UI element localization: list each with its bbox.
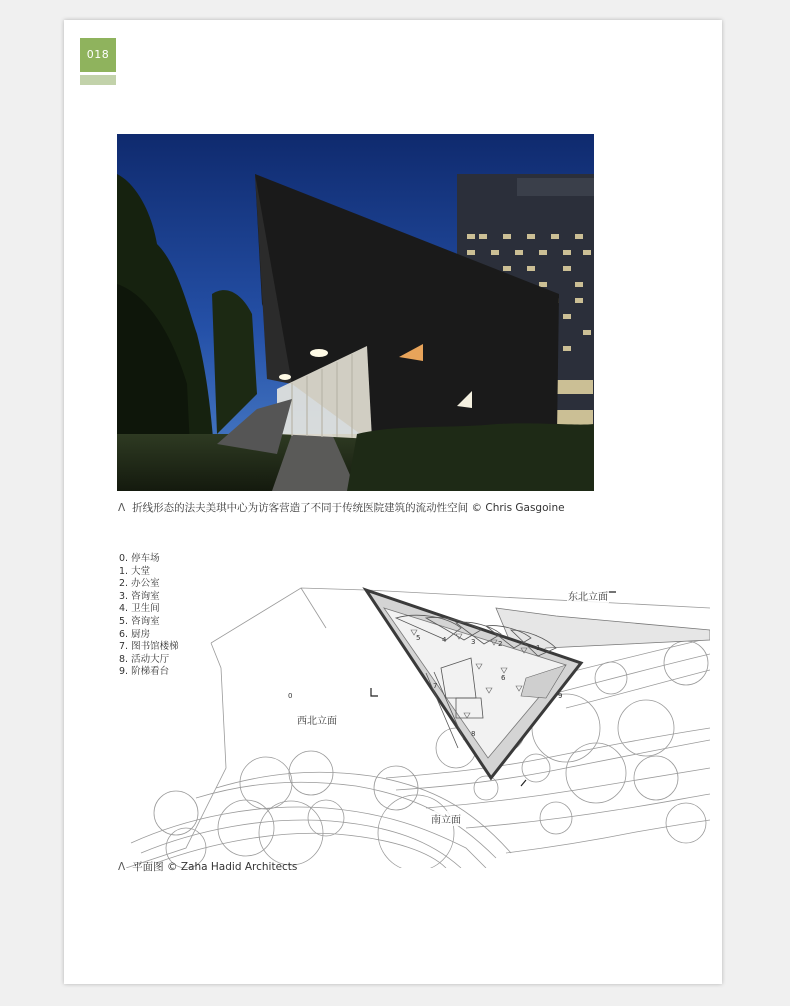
northwest-elevation-label: 西北立面	[296, 712, 338, 727]
plan-number: 5	[416, 634, 421, 642]
plan-number: 9	[558, 692, 563, 700]
page-tab-accent-bar	[80, 75, 116, 85]
caption-marker: Λ	[118, 502, 126, 514]
legend-item: 3. 咨询室	[119, 590, 160, 602]
legend-item: 0. 停车场	[119, 553, 160, 564]
legend-item: 6. 厨房	[119, 628, 151, 640]
plan-number: 8	[471, 730, 476, 738]
building-photo	[117, 134, 594, 491]
plan-number: 3	[471, 638, 476, 646]
legend-item: 4. 卫生间	[119, 603, 160, 615]
document-page	[64, 20, 722, 984]
plan-number: 7	[433, 682, 438, 690]
legend-item: 9. 阶梯看台	[119, 666, 170, 678]
plan-number: 4	[442, 636, 447, 644]
northeast-elevation-label: 东北立面	[567, 588, 609, 603]
legend-item: 2. 办公室	[119, 578, 160, 590]
page-number-tab	[80, 38, 116, 72]
photo-caption	[118, 500, 565, 515]
legend-item: 5. 咨询室	[119, 615, 160, 627]
caption-marker: Λ	[118, 861, 126, 873]
legend-item: 1. 大堂	[119, 565, 151, 577]
plan-caption	[118, 859, 297, 874]
legend-item: 7. 图书馆楼梯	[119, 641, 179, 653]
plan-number: 0	[288, 692, 293, 700]
plan-number: 1	[536, 644, 541, 652]
floor-plan	[126, 568, 710, 868]
plan-caption-text: 平面图 © Zaha Hadid Architects	[132, 861, 298, 873]
plan-number: 2	[498, 640, 503, 648]
plan-number: 6	[501, 674, 506, 682]
page-number: 018	[86, 48, 110, 61]
legend-item: 8. 活动大厅	[119, 653, 170, 665]
photo-caption-text: 折线形态的法夫美琪中心为访客营造了不同于传统医院建筑的流动性空间 © Chris Gasgoine	[132, 502, 565, 514]
south-elevation-label: 南立面	[430, 811, 462, 826]
